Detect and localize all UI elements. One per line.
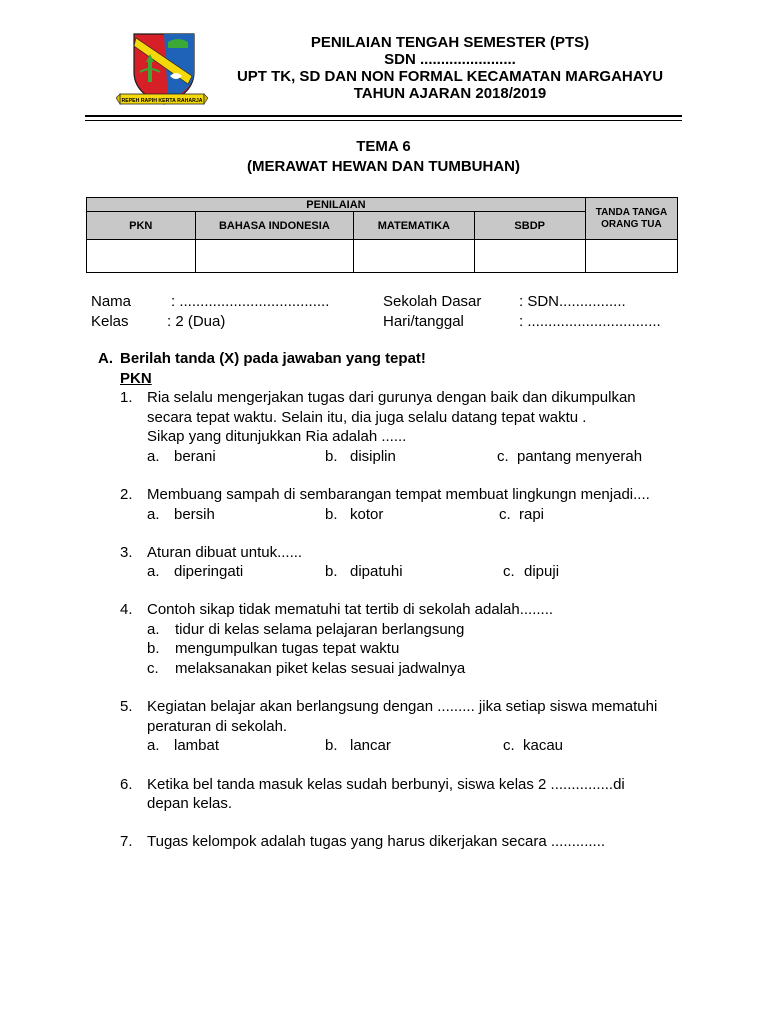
score-cell-pkn[interactable] [87,240,196,273]
option-letter: a. [147,621,160,638]
option-letter: b. [325,737,338,754]
question-text: Ketika bel tanda masuk kelas sudah berbunyi, siswa kelas 2 ...............di [147,776,625,793]
score-cell-bahasa-indonesia[interactable] [195,240,354,273]
option-c[interactable]: melaksanakan piket kelas sesuai jadwalnya [175,660,466,677]
score-cell-sbdp[interactable] [474,240,585,273]
option-b[interactable]: mengumpulkan tugas tepat waktu [175,640,400,657]
question-text: Ria selalu mengerjakan tugas dari gurunya dengan baik dan dikumpulkan [147,389,636,406]
option-b[interactable]: dipatuhi [350,563,403,580]
option-letter: c. [497,448,509,465]
option-b[interactable]: lancar [350,737,391,754]
district-crest-icon [116,32,208,110]
tema-title: TEMA 6 [356,138,411,155]
question-number: 7. [120,833,133,850]
question-number: 5. [120,698,133,715]
option-letter: a. [147,563,160,580]
option-letter: c. [503,737,515,754]
option-letter: c. [503,563,515,580]
option-c[interactable]: dipuji [524,563,560,580]
option-c[interactable]: rapi [519,506,545,523]
upt-name: UPT TK, SD DAN NON FORMAL KECAMATAN MARGAHAYU [236,68,664,85]
score-table [86,197,678,273]
option-letter: c. [147,660,159,677]
school-logo [116,32,208,110]
logo-motto: REPEH RAPIH KERTA RAHARJA [121,98,203,104]
option-c[interactable]: kacau [523,737,564,754]
question-text: Tugas kelompok adalah tugas yang harus dikerjakan secara ............. [147,833,606,850]
option-a[interactable]: tidur di kelas selama pelajaran berlangsung [175,621,465,638]
question-number: 1. [120,389,133,406]
option-letter: a. [147,448,160,465]
option-c[interactable]: pantang menyerah [517,448,643,465]
exam-title: PENILAIAN TENGAH SEMESTER (PTS) [310,34,590,51]
question-number: 6. [120,776,133,793]
question-text: Membuang sampah di sembarangan tempat membuat lingkungn menjadi.... [147,486,650,503]
nama-field[interactable]: : .................................... [171,293,330,310]
option-a[interactable]: bersih [174,506,215,523]
col-pkn: PKN [87,212,196,240]
kelas-value: : 2 (Dua) [167,313,226,330]
option-b[interactable]: disiplin [350,448,396,465]
question-text: Kegiatan belajar akan berlangsung dengan ......... jika setiap siswa mematuhi [147,698,658,715]
question-text: Contoh sikap tidak mematuhi tat tertib di sekolah adalah........ [147,601,554,618]
option-a[interactable]: lambat [174,737,220,754]
hari-label: Hari/tanggal [383,313,464,330]
question-number: 4. [120,601,133,618]
option-letter: b. [325,448,338,465]
academic-year: TAHUN AJARAN 2018/2019 [353,85,547,102]
option-a[interactable]: berani [174,448,216,465]
question-text: Sikap yang ditunjukkan Ria adalah ...... [147,428,407,445]
header-rule-thin [85,120,682,121]
nama-label: Nama [91,293,132,310]
tema-subtitle: (MERAWAT HEWAN DAN TUMBUHAN) [246,158,521,175]
option-letter: a. [147,506,160,523]
hari-field[interactable]: : ................................ [519,313,661,330]
signature-header: TANDA TANGA ORANG TUA [585,198,677,240]
col-bahasa-indonesia: BAHASA INDONESIA [195,212,354,240]
option-letter: b. [147,640,160,657]
header-rule-thick [85,115,682,117]
penilaian-header: PENILAIAN [87,198,586,212]
question-text: secara tepat waktu. Selain itu, dia juga selalu datang tepat waktu . [147,409,587,426]
score-cell-matematika[interactable] [354,240,474,273]
question-number: 2. [120,486,133,503]
school-name: SDN ....................... [384,51,516,68]
option-letter: a. [147,737,160,754]
question-text: peraturan di sekolah. [147,718,288,735]
question-text: depan kelas. [147,795,233,812]
option-a[interactable]: diperingati [174,563,244,580]
section-instruction: Berilah tanda (X) pada jawaban yang tepat! [120,350,426,367]
col-matematika: MATEMATIKA [354,212,474,240]
section-letter: A. [98,350,113,367]
subject-label: PKN [120,370,152,387]
sekolah-label: Sekolah Dasar [383,293,482,310]
option-letter: b. [325,506,338,523]
signature-cell[interactable] [585,240,677,273]
option-b[interactable]: kotor [350,506,384,523]
col-sbdp: SBDP [474,212,585,240]
question-number: 3. [120,544,133,561]
question-text: Aturan dibuat untuk...... [147,544,303,561]
sekolah-field[interactable]: : SDN................ [519,293,626,310]
kelas-label: Kelas [91,313,129,330]
option-letter: c. [499,506,511,523]
option-letter: b. [325,563,338,580]
